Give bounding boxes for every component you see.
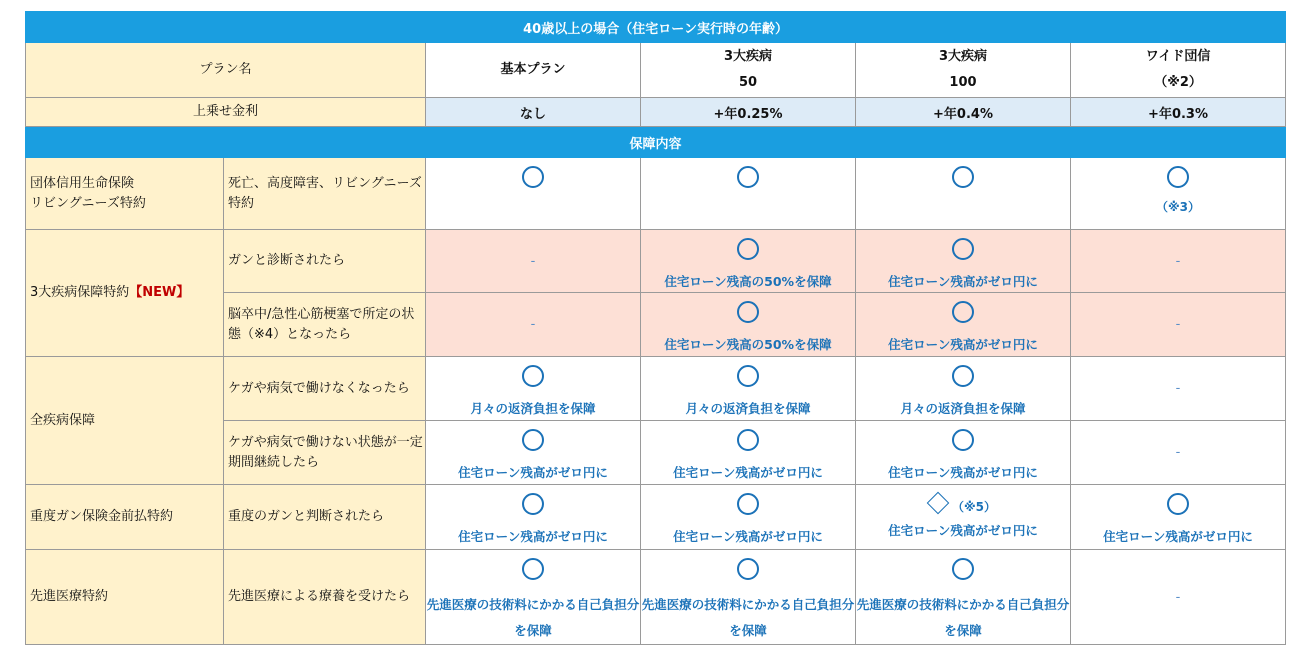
condition-label: 脳卒中/急性心筋梗塞で所定の状態（※4）となったら [224, 293, 426, 357]
circle-mark-icon [952, 429, 974, 451]
condition-label: 先進医療による療養を受けたら [224, 550, 426, 645]
circle-mark-icon [737, 365, 759, 387]
circle-mark-icon [737, 493, 759, 515]
table-caption: 40歳以上の場合（住宅ローン実行時の年齢） [26, 12, 1286, 43]
plan-header-basic: 基本プラン [426, 43, 641, 98]
coverage-cell [856, 485, 1071, 550]
coverage-cell [426, 550, 641, 645]
circle-mark-icon [522, 429, 544, 451]
circle-mark-icon [1167, 493, 1189, 515]
group-label: 団体信用生命保険 リビングニーズ特約 [26, 158, 224, 230]
coverage-cell: - [426, 230, 641, 293]
coverage-cell: - [1071, 293, 1286, 357]
group-label: 重度ガン保険金前払特約 [26, 485, 224, 550]
coverage-cell [426, 357, 641, 421]
circle-mark-icon [952, 558, 974, 580]
coverage-text: 月々の返済負担を保障 [900, 401, 1026, 416]
coverage-cell [641, 230, 856, 293]
coverage-cell [856, 158, 1071, 230]
coverage-cell [426, 485, 641, 550]
circle-mark-icon [1167, 166, 1189, 188]
circle-mark-icon [952, 166, 974, 188]
rate-value: なし [426, 98, 641, 127]
coverage-cell: - [1071, 230, 1286, 293]
circle-mark-icon [737, 429, 759, 451]
coverage-text: 住宅ローン残高の50%を保障 [664, 337, 832, 352]
group-label: 3大疾病保障特約【NEW】 [26, 230, 224, 357]
coverage-cell [1071, 158, 1286, 230]
condition-label: 重度のガンと判断されたら [224, 485, 426, 550]
condition-label: ケガや病気で働けない状態が一定期間継続したら [224, 421, 426, 485]
section-title: 保障内容 [26, 127, 1286, 158]
circle-mark-icon [522, 558, 544, 580]
coverage-cell [426, 158, 641, 230]
coverage-text: 住宅ローン残高がゼロ円に [1103, 529, 1253, 544]
note-text: （※5） [951, 500, 997, 514]
plan-name-label: プラン名 [26, 43, 426, 98]
note-text: （※3） [1156, 200, 1201, 214]
rate-label: 上乗せ金利 [26, 98, 426, 127]
rate-value: +年0.25% [641, 98, 856, 127]
coverage-text: 住宅ローン残高がゼロ円に [673, 465, 823, 480]
coverage-cell [426, 421, 641, 485]
circle-mark-icon [522, 166, 544, 188]
coverage-text: 住宅ローン残高がゼロ円に [888, 274, 1038, 289]
coverage-text: 先進医療の技術料にかかる自己負担分を保障 [641, 597, 855, 638]
coverage-cell [641, 357, 856, 421]
coverage-cell: - [426, 293, 641, 357]
coverage-cell: - [1071, 421, 1286, 485]
diamond-mark-icon [927, 492, 950, 515]
coverage-text: 月々の返済負担を保障 [685, 401, 811, 416]
coverage-text: 月々の返済負担を保障 [470, 401, 596, 416]
group-label: 先進医療特約 [26, 550, 224, 645]
coverage-cell [641, 421, 856, 485]
coverage-cell [641, 485, 856, 550]
coverage-text: 住宅ローン残高がゼロ円に [673, 529, 823, 544]
circle-mark-icon [737, 238, 759, 260]
plan-header-3dai-100: 3大疾病 100 [856, 43, 1071, 98]
coverage-text: 住宅ローン残高がゼロ円に [888, 523, 1038, 538]
circle-mark-icon [737, 301, 759, 323]
coverage-text: 先進医療の技術料にかかる自己負担分を保障 [856, 597, 1070, 638]
circle-mark-icon [952, 301, 974, 323]
coverage-cell [856, 357, 1071, 421]
coverage-cell [641, 293, 856, 357]
coverage-cell [1071, 485, 1286, 550]
coverage-cell [856, 550, 1071, 645]
coverage-text: 住宅ローン残高がゼロ円に [458, 529, 608, 544]
coverage-text: 先進医療の技術料にかかる自己負担分を保障 [426, 597, 640, 638]
coverage-cell: - [1071, 357, 1286, 421]
rate-value: +年0.4% [856, 98, 1071, 127]
coverage-cell [856, 293, 1071, 357]
coverage-cell [641, 158, 856, 230]
group-label: 全疾病保障 [26, 357, 224, 485]
coverage-cell [856, 421, 1071, 485]
coverage-text: 住宅ローン残高の50%を保障 [664, 274, 832, 289]
coverage-cell [641, 550, 856, 645]
circle-mark-icon [522, 365, 544, 387]
plan-header-3dai-50: 3大疾病 50 [641, 43, 856, 98]
new-badge: 【NEW】 [129, 285, 190, 300]
circle-mark-icon [952, 238, 974, 260]
comparison-table-wrap [25, 11, 1285, 645]
circle-mark-icon [737, 558, 759, 580]
coverage-text: 住宅ローン残高がゼロ円に [458, 465, 608, 480]
circle-mark-icon [737, 166, 759, 188]
coverage-text: 住宅ローン残高がゼロ円に [888, 337, 1038, 352]
condition-label: ケガや病気で働けなくなったら [224, 357, 426, 421]
coverage-text: 住宅ローン残高がゼロ円に [888, 465, 1038, 480]
circle-mark-icon [952, 365, 974, 387]
insurance-comparison-table [25, 11, 1286, 645]
circle-mark-icon [522, 493, 544, 515]
condition-label: 死亡、高度障害、リビングニーズ特約 [224, 158, 426, 230]
rate-value: +年0.3% [1071, 98, 1286, 127]
coverage-cell [856, 230, 1071, 293]
coverage-cell: - [1071, 550, 1286, 645]
condition-label: ガンと診断されたら [224, 230, 426, 293]
plan-header-wide: ワイド団信 （※2） [1071, 43, 1286, 98]
